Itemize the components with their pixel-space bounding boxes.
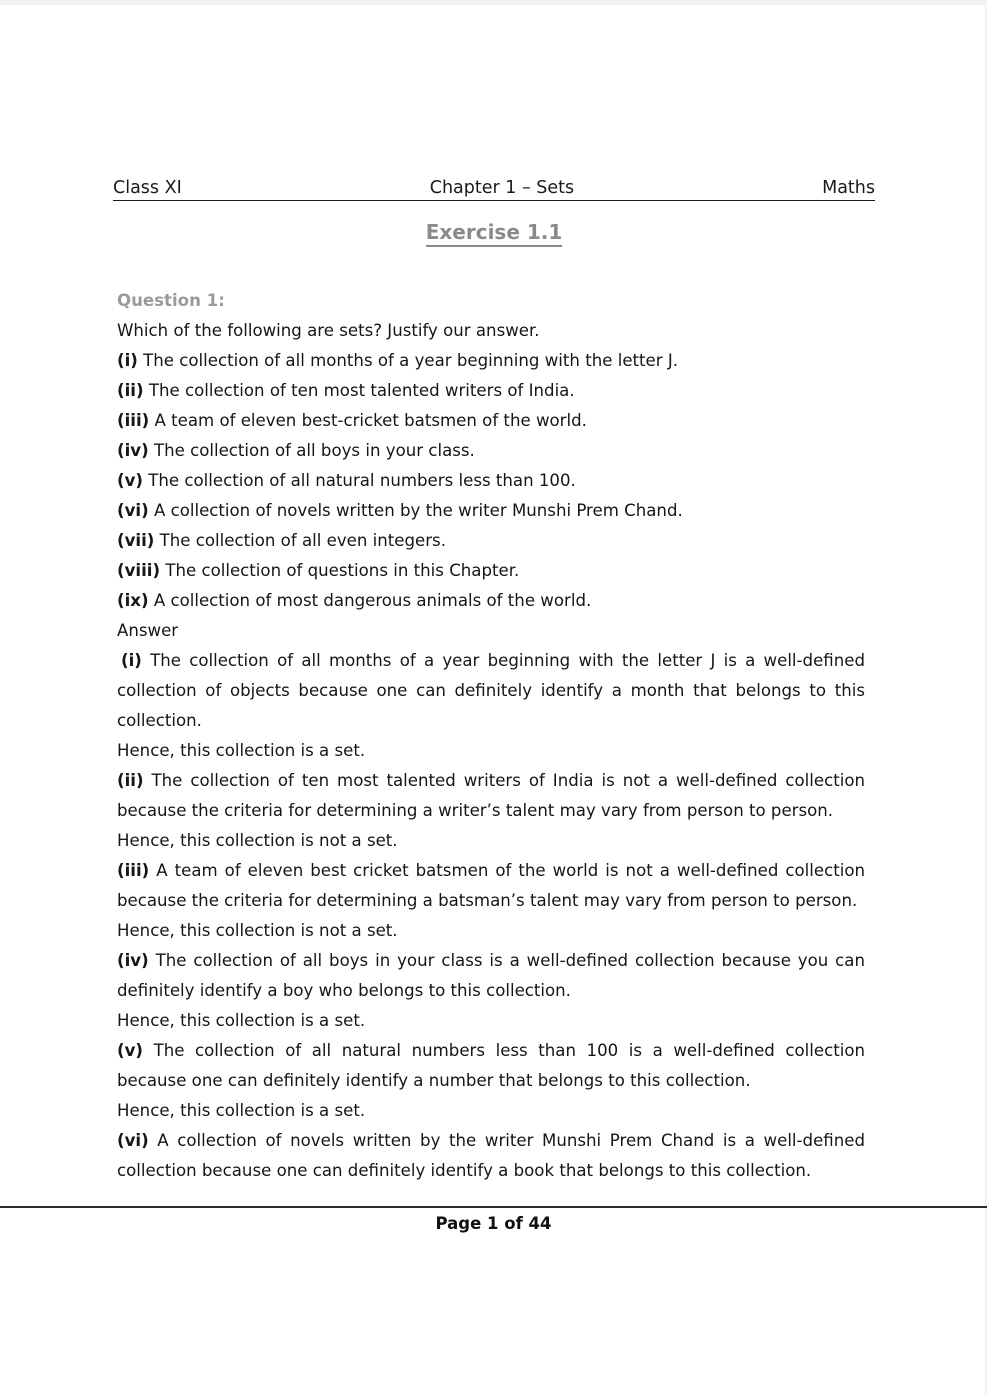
answer-part-body: A team of eleven best cricket batsmen of the world is not a well-defined collection because the criteria for determining a batsman’s talent may vary from person to person. bbox=[117, 861, 865, 910]
question-item-text: The collection of all even integers. bbox=[154, 531, 446, 550]
answer-conclusion: Hence, this collection is a set. bbox=[117, 741, 366, 760]
header-chapter-label: Chapter 1 – Sets bbox=[429, 178, 575, 198]
question-item-numeral: (vii) bbox=[117, 531, 155, 550]
answer-part bbox=[117, 1126, 865, 1186]
answer-part bbox=[117, 646, 865, 736]
question-stem: Which of the following are sets? Justify our answer. bbox=[117, 321, 540, 340]
question-item bbox=[117, 556, 865, 586]
page-content bbox=[117, 286, 865, 1186]
answer-conclusion: Hence, this collection is a set. bbox=[117, 1011, 366, 1030]
question-item bbox=[117, 586, 865, 616]
question-item-numeral: (ix) bbox=[117, 591, 149, 610]
question-item-text: The collection of ten most talented writers of India. bbox=[143, 381, 575, 400]
answer-conclusion: Hence, this collection is not a set. bbox=[117, 921, 398, 940]
question-item-text: The collection of all months of a year beginning with the letter J. bbox=[137, 351, 679, 370]
answer-part-numeral: (vi) bbox=[117, 1131, 149, 1150]
question-item bbox=[117, 496, 865, 526]
answer-conclusion: Hence, this collection is not a set. bbox=[117, 831, 398, 850]
header-class-label: Class XI bbox=[113, 178, 182, 198]
question-item-text: The collection of all natural numbers less than 100. bbox=[143, 471, 576, 490]
question-item-numeral: (v) bbox=[117, 471, 143, 490]
answer-part-body: The collection of all natural numbers less than 100 is a well-defined collection because one can definitely identify a number that belongs to this collection. bbox=[117, 1041, 865, 1090]
question-item bbox=[117, 346, 865, 376]
question-item bbox=[117, 376, 865, 406]
answer-part-body: The collection of ten most talented writers of India is not a well-defined collection because the criteria for determining a writer’s talent may vary from person to person. bbox=[117, 771, 865, 820]
answer-part-body: The collection of all months of a year beginning with the letter J is a well-defined collection of objects because one can definitely identify a month that belongs to this collection. bbox=[117, 651, 865, 730]
question-item-numeral: (iii) bbox=[117, 411, 150, 430]
question-item-numeral: (iv) bbox=[117, 441, 149, 460]
question-item-text: A collection of most dangerous animals of the world. bbox=[148, 591, 592, 610]
answer-part bbox=[117, 766, 865, 826]
answer-part-numeral: (iv) bbox=[117, 951, 149, 970]
answer-part-numeral: (ii) bbox=[117, 771, 144, 790]
answer-conclusion: Hence, this collection is a set. bbox=[117, 1101, 366, 1120]
question-item-text: The collection of questions in this Chapter. bbox=[160, 561, 520, 580]
answer-part bbox=[117, 856, 865, 916]
question-item-text: The collection of all boys in your class. bbox=[148, 441, 475, 460]
answer-part bbox=[117, 946, 865, 1006]
page-top-band bbox=[0, 0, 987, 5]
answer-part-body: The collection of all boys in your class is a well-defined collection because you can definitely identify a boy who belongs to this collection. bbox=[117, 951, 865, 1000]
question-item-numeral: (viii) bbox=[117, 561, 161, 580]
question-item-text: A team of eleven best-cricket batsmen of the world. bbox=[149, 411, 587, 430]
page-number-text: Page 1 of 44 bbox=[435, 1214, 552, 1233]
question-item-numeral: (ii) bbox=[117, 381, 144, 400]
question-item bbox=[117, 526, 865, 556]
question-item bbox=[117, 436, 865, 466]
answer-label: Answer bbox=[117, 621, 179, 640]
running-header bbox=[113, 178, 875, 201]
page-footer bbox=[0, 1214, 987, 1233]
question-item bbox=[117, 466, 865, 496]
footer-divider bbox=[0, 1206, 987, 1208]
answer-part-body: A collection of novels written by the writer Munshi Prem Chand is a well-defined collection because one can definitely identify a book that belongs to this collection. bbox=[117, 1131, 865, 1180]
answer-part-numeral: (i) bbox=[121, 651, 142, 670]
question-item-numeral: (vi) bbox=[117, 501, 149, 520]
header-subject-label: Maths bbox=[822, 178, 875, 198]
answer-part-numeral: (iii) bbox=[117, 861, 150, 880]
question-item bbox=[117, 406, 865, 436]
question-item-text: A collection of novels written by the writer Munshi Prem Chand. bbox=[148, 501, 683, 520]
exercise-title bbox=[113, 220, 875, 244]
answer-part bbox=[117, 1036, 865, 1096]
question-item-numeral: (i) bbox=[117, 351, 138, 370]
question-label: Question 1: bbox=[117, 291, 225, 310]
exercise-title-text: Exercise 1.1 bbox=[426, 220, 563, 247]
answer-part-numeral: (v) bbox=[117, 1041, 143, 1060]
